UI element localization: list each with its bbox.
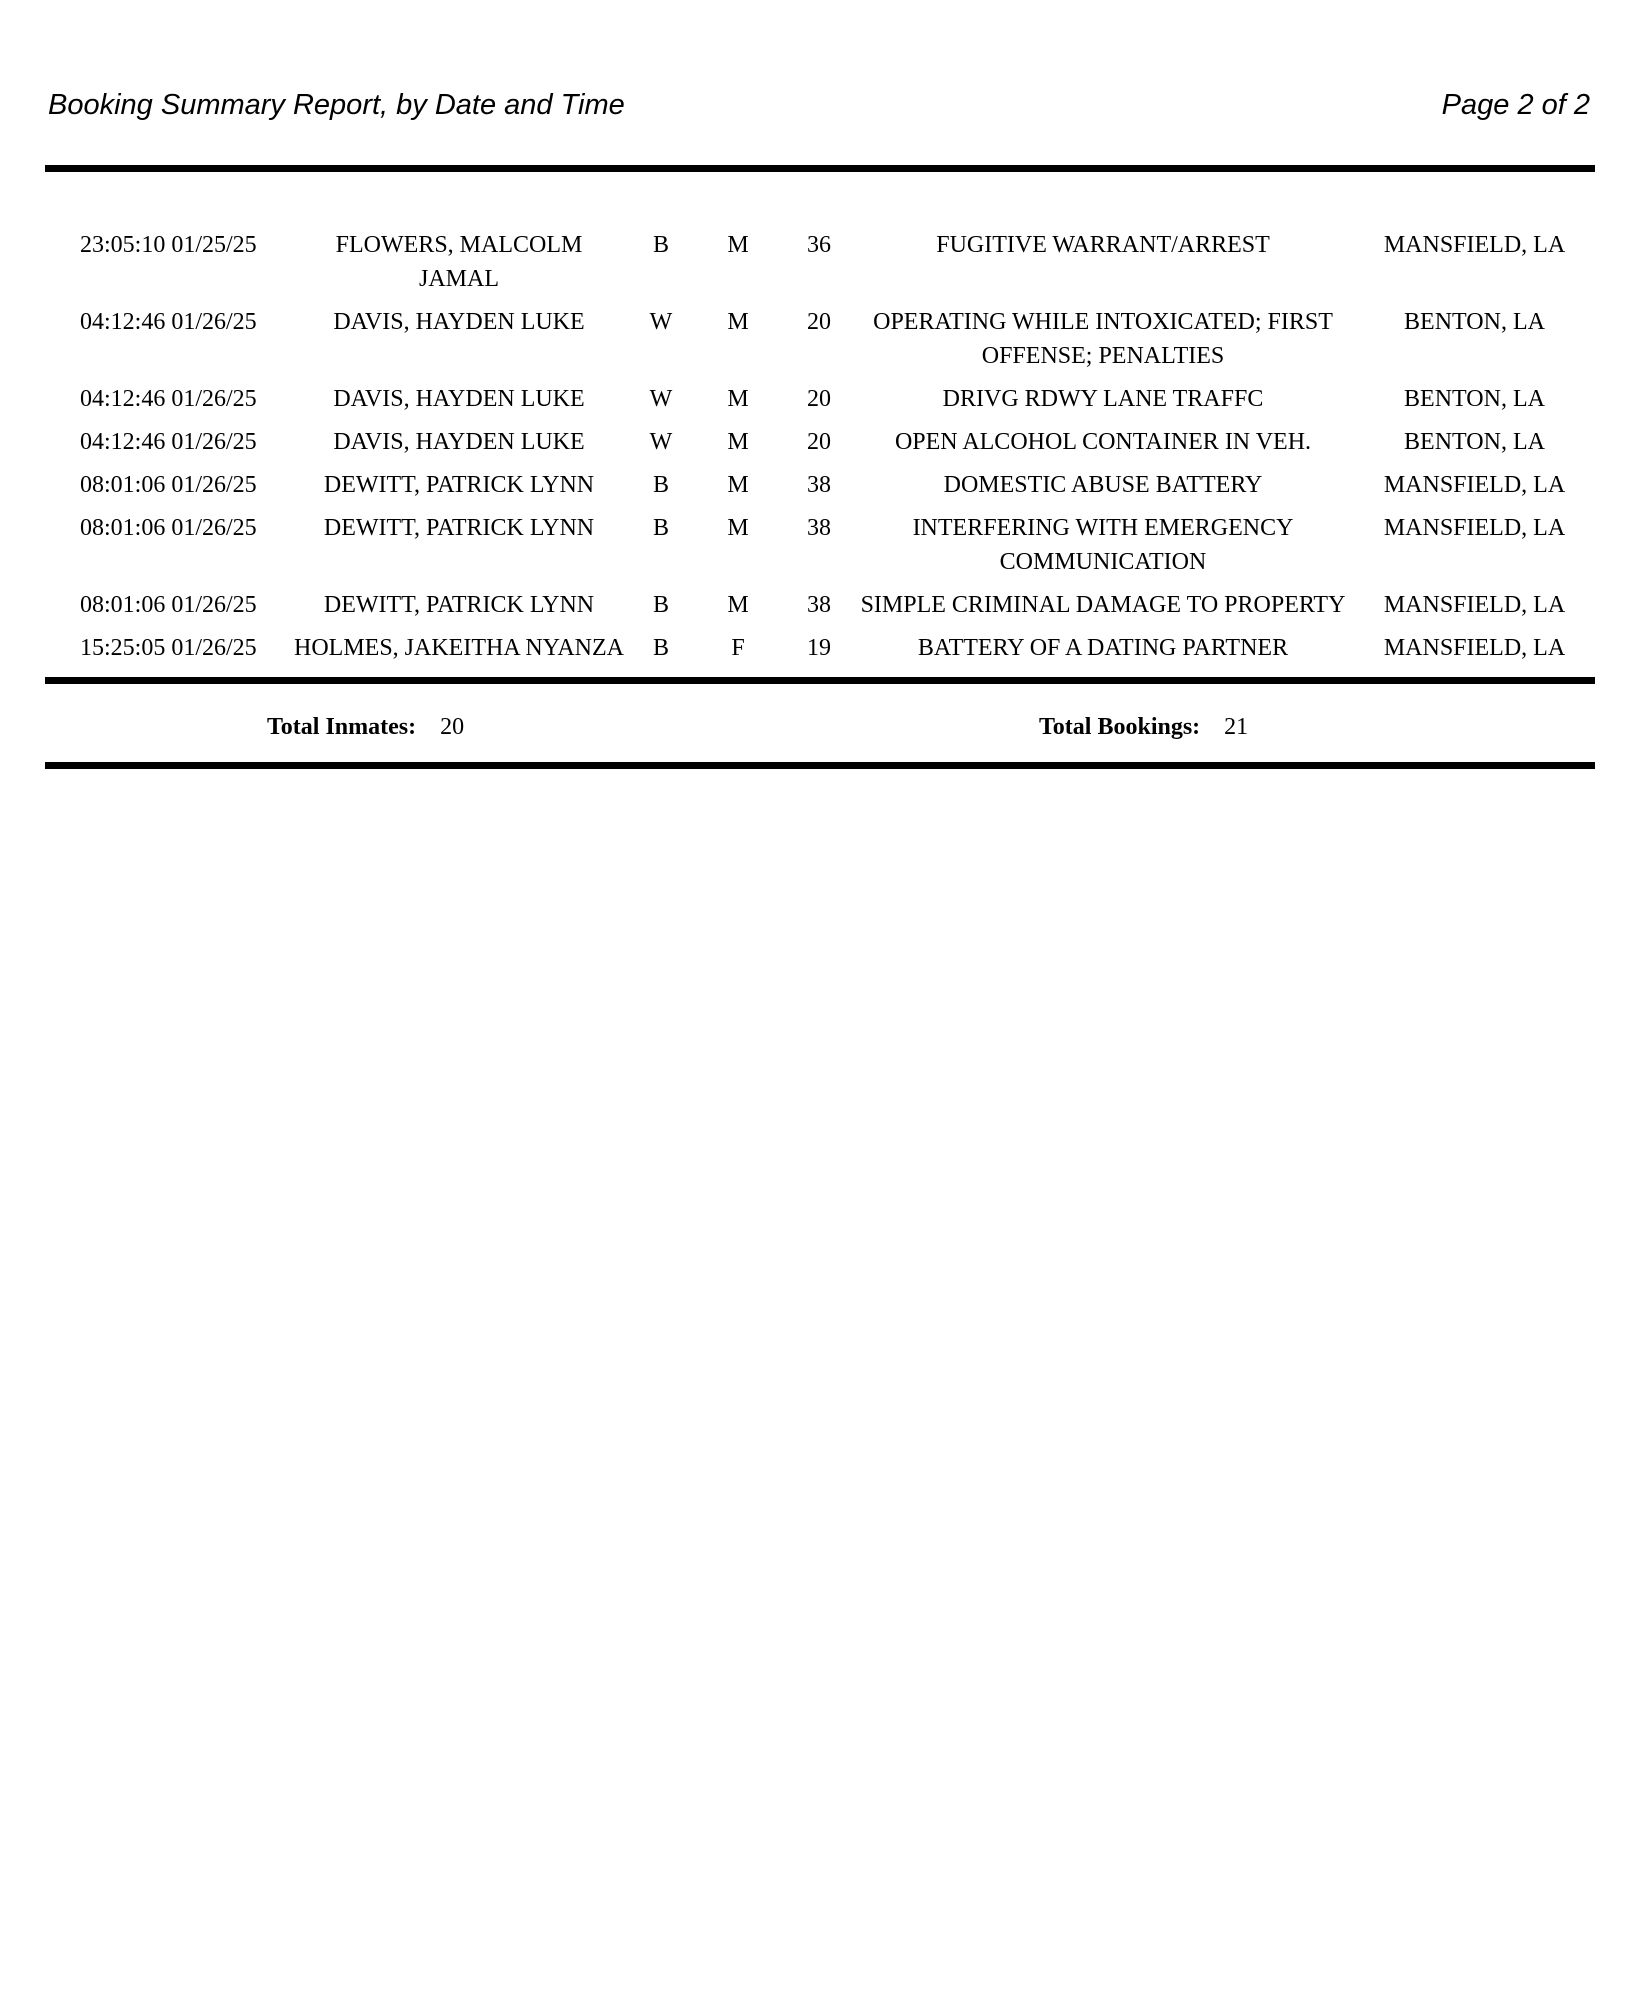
inmate-name: DAVIS, HAYDEN LUKE bbox=[333, 309, 585, 335]
booking-datetime: 04:12:46 01/26/25 bbox=[80, 309, 257, 335]
race-code: B bbox=[652, 232, 669, 258]
race-code: W bbox=[649, 386, 673, 412]
page-number-label: Page 2 of 2 bbox=[1441, 89, 1590, 121]
city-state: BENTON, LA bbox=[1404, 309, 1545, 335]
sex-code: F bbox=[731, 635, 745, 661]
total-inmates-value: 20 bbox=[440, 714, 465, 740]
booking-datetime: 04:12:46 01/26/25 bbox=[80, 386, 257, 412]
age-value: 36 bbox=[807, 232, 831, 258]
sex-code: M bbox=[727, 309, 749, 335]
inmate-name: HOLMES, JAKEITHA NYANZA bbox=[294, 635, 624, 661]
charge-text: DRIVG RDWY LANE TRAFFC bbox=[942, 386, 1264, 412]
booking-datetime: 23:05:10 01/25/25 bbox=[80, 232, 257, 258]
table-row bbox=[0, 228, 1648, 296]
table-row bbox=[0, 382, 1648, 416]
race-code: W bbox=[649, 309, 673, 335]
total-inmates-label: Total Inmates: bbox=[267, 714, 417, 740]
page-bottom-divider bbox=[45, 762, 1595, 769]
city-state: MANSFIELD, LA bbox=[1383, 515, 1566, 541]
report-header bbox=[0, 0, 1648, 122]
city-state: MANSFIELD, LA bbox=[1383, 635, 1566, 661]
booking-datetime: 08:01:06 01/26/25 bbox=[80, 515, 257, 541]
booking-datetime: 08:01:06 01/26/25 bbox=[80, 592, 257, 618]
sex-code: M bbox=[727, 386, 749, 412]
inmate-name: DEWITT, PATRICK LYNN bbox=[323, 515, 595, 541]
age-value: 38 bbox=[807, 515, 831, 541]
race-code: W bbox=[649, 429, 673, 455]
table-row bbox=[0, 425, 1648, 459]
table-row bbox=[0, 468, 1648, 502]
age-value: 20 bbox=[807, 386, 831, 412]
booking-datetime: 08:01:06 01/26/25 bbox=[80, 472, 257, 498]
race-code: B bbox=[652, 472, 669, 498]
city-state: MANSFIELD, LA bbox=[1383, 472, 1566, 498]
page-title: Booking Summary Report, by Date and Time bbox=[48, 89, 625, 121]
total-bookings-value: 21 bbox=[1224, 714, 1249, 740]
age-value: 38 bbox=[807, 592, 831, 618]
city-state: BENTON, LA bbox=[1404, 386, 1545, 412]
inmate-name: DEWITT, PATRICK LYNN bbox=[323, 472, 595, 498]
total-bookings-label: Total Bookings: bbox=[1039, 714, 1201, 740]
inmate-name: DAVIS, HAYDEN LUKE bbox=[333, 386, 585, 412]
city-state: MANSFIELD, LA bbox=[1383, 232, 1566, 258]
table-row bbox=[0, 631, 1648, 665]
sex-code: M bbox=[727, 232, 749, 258]
age-value: 38 bbox=[807, 472, 831, 498]
inmate-name: DEWITT, PATRICK LYNN bbox=[323, 592, 595, 618]
charge-text: BATTERY OF A DATING PARTNER bbox=[917, 635, 1289, 661]
sex-code: M bbox=[727, 515, 749, 541]
totals-row bbox=[0, 710, 1648, 744]
totals-top-divider bbox=[45, 677, 1595, 684]
age-value: 20 bbox=[807, 309, 831, 335]
inmate-name: FLOWERS, MALCOLM JAMAL bbox=[335, 232, 583, 292]
table-row bbox=[0, 305, 1648, 373]
charge-text: OPERATING WHILE INTOXICATED; FIRST OFFENSE; PENALTIES bbox=[873, 309, 1333, 369]
sex-code: M bbox=[727, 592, 749, 618]
charge-text: DOMESTIC ABUSE BATTERY bbox=[943, 472, 1263, 498]
booking-table bbox=[0, 228, 1648, 665]
age-value: 19 bbox=[807, 635, 831, 661]
table-row bbox=[0, 588, 1648, 622]
age-value: 20 bbox=[807, 429, 831, 455]
race-code: B bbox=[652, 592, 669, 618]
inmate-name: DAVIS, HAYDEN LUKE bbox=[333, 429, 585, 455]
sex-code: M bbox=[727, 429, 749, 455]
race-code: B bbox=[652, 515, 669, 541]
race-code: B bbox=[652, 635, 669, 661]
city-state: MANSFIELD, LA bbox=[1383, 592, 1566, 618]
sex-code: M bbox=[727, 472, 749, 498]
charge-text: FUGITIVE WARRANT/ARREST bbox=[936, 232, 1270, 258]
city-state: BENTON, LA bbox=[1404, 429, 1545, 455]
charge-text: SIMPLE CRIMINAL DAMAGE TO PROPERTY bbox=[860, 592, 1346, 618]
total-bookings bbox=[1039, 710, 1248, 744]
booking-datetime: 04:12:46 01/26/25 bbox=[80, 429, 257, 455]
table-row bbox=[0, 511, 1648, 579]
header-divider bbox=[45, 165, 1595, 172]
charge-text: INTERFERING WITH EMERGENCY COMMUNICATION bbox=[912, 515, 1294, 575]
charge-text: OPEN ALCOHOL CONTAINER IN VEH. bbox=[894, 429, 1312, 455]
booking-datetime: 15:25:05 01/26/25 bbox=[80, 635, 257, 661]
total-inmates bbox=[267, 710, 464, 744]
